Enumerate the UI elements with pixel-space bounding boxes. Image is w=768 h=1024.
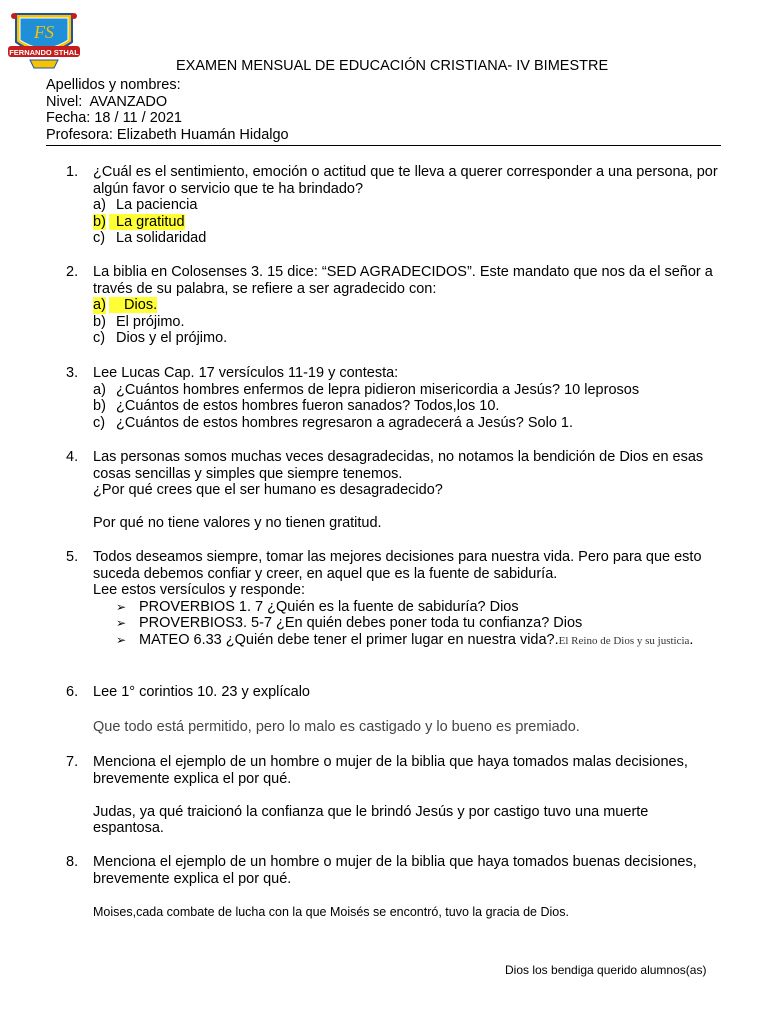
level-line: Nivel: AVANZADO (46, 93, 168, 110)
arrow-bullet-icon: ➢ (116, 632, 127, 647)
question-text: Todos deseamos siempre, tomar las mejores decisiones para nuestra vida. Pero para que esto suceda debemos confiar y creer, en aquel que es la fuente de sabiduría. (93, 549, 702, 582)
question-text: ¿Cuál es el sentimiento, emoción o actitud que te lleva a querer corresponder a una persona, por algún favor o servicio que te ha brindado? (93, 164, 718, 197)
option-b: b) ¿Cuántos de estos hombres fueron sanados? Todos,los 10. (93, 398, 500, 414)
verse-list (116, 599, 718, 650)
logo-monogram: FS (34, 22, 54, 42)
answer-text: Que todo está permitido, pero lo malo es castigado y lo bueno es premiado. (93, 718, 580, 735)
option-c: c) ¿Cuántos de estos hombres regresaron a agradecerá a Jesús? Solo 1. (93, 414, 574, 431)
question-number: 5. (66, 549, 79, 565)
verse-answer: El Reino de Dios y su justicia (558, 634, 690, 647)
teacher-line: Profesora: Elizabeth Huamán Hidalgo (46, 126, 289, 143)
question-text: Menciona el ejemplo de un hombre o mujer de la biblia que haya tomados malas decisiones, brevemente explica el por qué. (93, 754, 688, 787)
question-text: Las personas somos muchas veces desagradecidas, no notamos la bendición de Dios en esas cosas sencillas y simples que siempre tenemos. (93, 449, 704, 482)
verse-item: ➢ PROVERBIOS 1. 7 ¿Quién es la fuente de sabiduría? Dios (116, 598, 519, 615)
question-number: 8. (66, 854, 79, 870)
options-list (93, 197, 718, 247)
answer-text: Por qué no tiene valores y no tienen gratitud. (93, 515, 382, 531)
question-number: 2. (66, 264, 79, 280)
question-text: Menciona el ejemplo de un hombre o mujer de la biblia que haya tomados buenas decisiones, brevemente explica el por qué. (93, 854, 697, 887)
verse-item: ➢ PROVERBIOS3. 5-7 ¿En quién debes poner toda tu confianza? Dios (116, 615, 583, 631)
option-c: c) Dios y el prójimo. (93, 330, 228, 346)
verse-item: ➢ MATEO 6.33 ¿Quién debe tener el primer lugar en nuestra vida?.El Reino de Dios y su justicia. (116, 631, 694, 648)
option-a: a) La paciencia (93, 197, 198, 213)
answer-text: Judas, ya qué traicionó la confianza que le brindó Jesús y por castigo tuvo una muerte espantosa. (93, 803, 649, 836)
closing-note: Dios los bendiga querido alumnos(as) (505, 963, 707, 977)
option-b: b) El prójimo. (93, 313, 185, 330)
option-b-highlighted: b) La gratitud (93, 213, 185, 230)
option-a: a) ¿Cuántos hombres enfermos de lepra pidieron misericordia a Jesús? 10 leprosos (93, 381, 640, 398)
question-prompt: Lee estos versículos y responde: (93, 582, 305, 598)
question-number: 4. (66, 449, 79, 465)
school-logo (6, 8, 82, 72)
date-line: Fecha: 18 / 11 / 2021 (46, 110, 182, 126)
option-a-highlighted: a) Dios. (93, 297, 158, 313)
question-text: La biblia en Colosenses 3. 15 dice: “SED AGRADECIDOS”. Este mandato que nos da el señor a través de su palabra, se refiere a ser agradecido con: (93, 264, 713, 297)
options-list (93, 297, 718, 347)
question-number: 7. (66, 754, 79, 770)
question-text: Lee 1° corintios 10. 23 y explícalo (93, 684, 310, 700)
answer-text: Moises,cada combate de lucha con la que Moisés se encontró, tuvo la gracia de Dios. (93, 904, 569, 919)
question-number: 3. (66, 365, 79, 381)
question-number: 6. (66, 684, 79, 700)
arrow-bullet-icon: ➢ (116, 599, 127, 614)
options-list (93, 382, 718, 432)
question-number: 1. (66, 164, 79, 180)
option-c: c) La solidaridad (93, 230, 207, 246)
logo-text: FERNANDO STHAL (9, 48, 79, 57)
exam-title: EXAMEN MENSUAL DE EDUCACIÓN CRISTIANA- IV BIMESTRE (176, 58, 609, 74)
arrow-bullet-icon: ➢ (116, 616, 127, 630)
question-prompt: ¿Por qué crees que el ser humano es desagradecido? (93, 482, 443, 498)
header-divider (46, 145, 721, 146)
name-line: Apellidos y nombres: (46, 77, 181, 93)
question-text: Lee Lucas Cap. 17 versículos 11-19 y contesta: (93, 365, 399, 381)
student-info (46, 77, 289, 143)
